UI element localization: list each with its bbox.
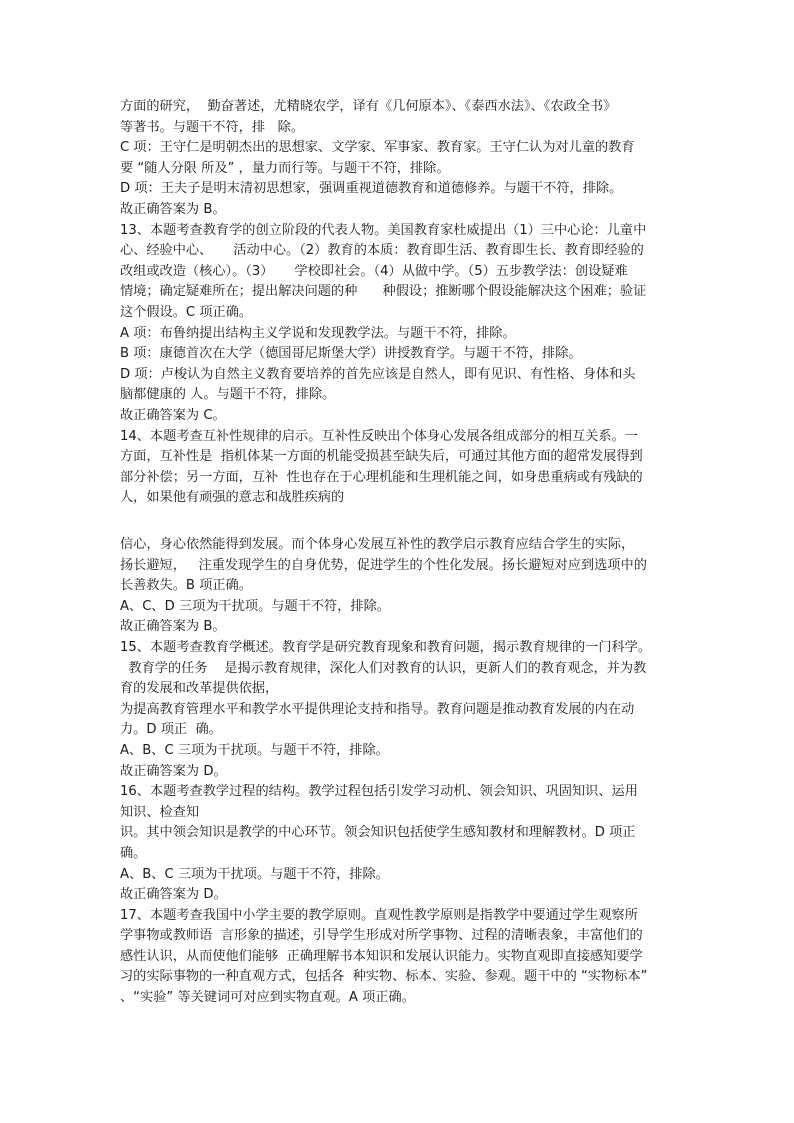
text-line: 等著书。与题干不符，排 除。: [120, 119, 305, 135]
text-line: D 项：王夫子是明末清初思想家，强调重视道德教育和道德修养。与题干不符，排除。: [120, 181, 623, 197]
text-block-lower: [120, 535, 680, 1009]
text-line: 、“实验” 等关键词可对应到实物直观。A 项正确。: [120, 990, 415, 1006]
text-line: 这个假设。C 项正确。: [120, 304, 253, 320]
answer-line: 故正确答案为 D。: [120, 763, 227, 779]
text-line: A、B、C 三项为干扰项。与题干不符，排除。: [120, 742, 389, 758]
answer-line: 故正确答案为 B。: [120, 619, 226, 635]
text-line: 部分补偿；另一方面，互补 性也存在于心理机能和生理机能之间，如身患重病或有残缺的: [120, 469, 643, 485]
text-line: 方面的研究， 勤奋著述，尤精晓农学，译有《几何原本》、《泰西水法》、《农政全书》: [120, 99, 617, 114]
text-line: 教育学的任务 是揭示教育规律，深化人们对教育的认识，更新人们的教育观念，并为教: [120, 660, 647, 676]
text-line: 改组或改造（核心）。（3） 学校即社会。（4）从做中学。（5）五步教学法：创设疑难: [120, 263, 628, 279]
text-line: B 项：康德首次在大学（德国哥尼斯堡大学）讲授教育学。与题干不符，排除。: [120, 346, 582, 362]
text-line: 扬长避短， 注重发现学生的自身优势，促进学生的个性化发展。扬长避短对应到选项中的: [120, 557, 647, 573]
text-line: 方面，互补性是 指机体某一方面的机能受损甚至缺失后，可通过其他方面的超常发展得到: [120, 449, 643, 465]
answer-line: 故正确答案为 B。: [120, 201, 226, 217]
text-line: 育的发展和改革提供依据，: [120, 681, 279, 697]
text-line: 感性认识，从而使他们能够 正确理解书本知识和发展认识能力。实物直观即直接感知要学: [120, 948, 643, 964]
text-line: 习的实际事物的一种直观方式，包括各 种实物、标本、实验、参观。题干中的 “实物标本”: [120, 969, 648, 985]
question-14-line: 14、本题考查互补性规律的启示。互补性反映出个体身心发展各组成部分的相互关系。一: [120, 428, 638, 444]
text-line: 信心，身心依然能得到发展。而个体身心发展互补性的教学启示教育应结合学生的实际，: [120, 537, 635, 552]
text-block-upper: [120, 97, 680, 509]
text-line: 长善救失。B 项正确。: [120, 578, 252, 594]
text-line: 学事物或教师语 言形象的描述，引导学生形成对所学事物、过程的清晰表象，丰富他们的: [120, 928, 643, 944]
answer-line: 故正确答案为 D。: [120, 887, 227, 903]
text-line: 为提高教育管理水平和教学水平提供理论支持和指导。教育问题是推动教育发展的内在动: [120, 701, 635, 717]
text-line: 情境；确定疑难所在；提出解决问题的种 种假设；推断哪个假设能解决这个困难；验证: [120, 284, 647, 300]
answer-line: 故正确答案为 C。: [120, 407, 226, 423]
text-line: 识。其中领会知识是教学的中心环节。领会知识包括使学生感知教材和理解教材。D 项正: [120, 825, 636, 841]
text-line: 人，如果他有顽强的意志和战胜疾病的: [120, 490, 345, 506]
text-line: A 项：布鲁纳提出结构主义学说和发现教学法。与题干不符，排除。: [120, 325, 516, 341]
text-line: A、B、C 三项为干扰项。与题干不符，排除。: [120, 866, 389, 882]
text-line: A、C、D 三项为干扰项。与题干不符，排除。: [120, 598, 390, 614]
text-line: C 项：王守仁是明朝杰出的思想家、文学家、军事家、教育家。王守仁认为对儿童的教育: [120, 140, 635, 156]
question-13-line: 13、本题考查教育学的创立阶段的代表人物。美国教育家杜威提出（1）三中心论：儿童中: [120, 222, 647, 238]
text-line: D 项：卢梭认为自然主义教育要培养的首先应该是自然人，即有见识、有性格、身体和头: [120, 366, 636, 382]
text-line: 心、经验中心、 活动中心。（2）教育的本质：教育即生活、教育即生长、教育即经验的: [120, 243, 644, 259]
question-17-line: 17、本题考查我国中小学主要的教学原则。直观性教学原则是指教学中要通过学生观察所: [120, 907, 638, 923]
text-line: 确。: [120, 845, 147, 861]
text-line: 脑都健康的 人。与题干不符，排除。: [120, 387, 336, 403]
question-15-line: 15、本题考查教育学概述。教育学是研究教育现象和教育问题，揭示教育规律的一门科学。: [120, 639, 652, 655]
text-line: 要 “随人分限 所及” ，量力而行等。与题干不符，排除。: [120, 160, 450, 176]
text-line: 知识、检查知: [120, 804, 200, 820]
question-16-line: 16、本题考查教学过程的结构。教学过程包括引发学习动机、领会知识、巩固知识、运用: [120, 784, 638, 800]
text-line: 力。D 项正 确。: [120, 722, 222, 738]
